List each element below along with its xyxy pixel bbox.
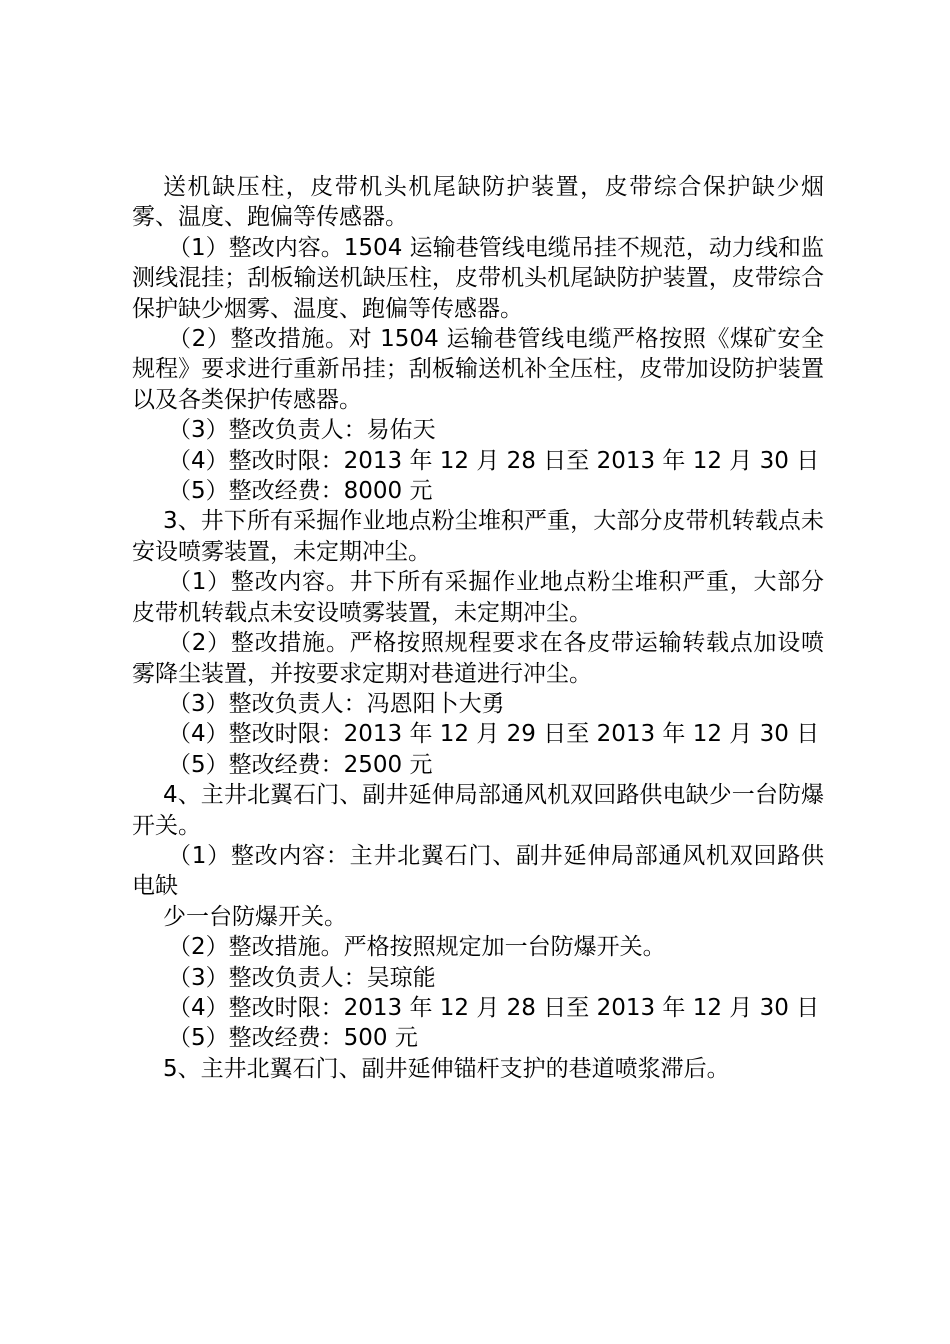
paragraph-item3-deadline: （4）整改时限：2013 年 12 月 29 日至 2013 年 12 月 30 日 bbox=[168, 721, 820, 748]
paragraph-item3-budget: （5）整改经费：2500 元 bbox=[168, 751, 433, 778]
paragraph-item2-budget: （5）整改经费：8000 元 bbox=[168, 478, 433, 505]
paragraph-item3-content: （1）整改内容。井下所有采掘作业地点粉尘堆积严重，大部分皮带机转载点未安设喷雾装置，未定期冲尘。 bbox=[132, 569, 824, 626]
paragraph-item2-content: （1）整改内容。1504 运输巷管线电缆吊挂不规范，动力线和监测线混挂；刮板输送机缺压柱，皮带机头机尾缺防护装置，皮带综合保护缺少烟雾、温度、跑偏等传感器。 bbox=[132, 234, 824, 322]
paragraph-issue-5: 5、主井北翼石门、副井延伸锚杆支护的巷道喷浆滞后。 bbox=[163, 1055, 730, 1082]
paragraph-item4-content-continued: 少一台防爆开关。 bbox=[163, 903, 347, 930]
paragraph-item2-measures: （2）整改措施。对 1504 运输巷管线电缆严格按照《煤矿安全规程》要求进行重新吊挂；刮板输送机补全压柱，皮带加设防护装置以及各类保护传感器。 bbox=[132, 326, 824, 413]
paragraph-item2-deadline: （4）整改时限：2013 年 12 月 28 日至 2013 年 12 月 30 日 bbox=[168, 447, 820, 474]
paragraph-item4-deadline: （4）整改时限：2013 年 12 月 28 日至 2013 年 12 月 30 日 bbox=[168, 994, 820, 1021]
paragraph-conveyor-issue-continuation: 送机缺压柱，皮带机头机尾缺防护装置，皮带综合保护缺少烟雾、温度、跑偏等传感器。 bbox=[132, 174, 824, 231]
paragraph-item4-measures: （2）整改措施。严格按照规定加一台防爆开关。 bbox=[168, 934, 666, 961]
paragraph-item3-measures: （2）整改措施。严格按照规程要求在各皮带运输转载点加设喷雾降尘装置，并按要求定期对巷道进行冲尘。 bbox=[132, 630, 824, 687]
paragraph-issue-4: 4、主井北翼石门、副井延伸局部通风机双回路供电缺少一台防爆开关。 bbox=[132, 782, 824, 839]
document-body bbox=[132, 172, 824, 1084]
paragraph-item3-responsible: （3）整改负责人：冯恩阳卜大勇 bbox=[168, 690, 505, 717]
paragraph-item4-content: （1）整改内容：主井北翼石门、副井延伸局部通风机双回路供电缺 bbox=[132, 842, 824, 900]
paragraph-item4-responsible: （3）整改负责人：吴琼能 bbox=[168, 964, 436, 991]
paragraph-issue-3: 3、井下所有采掘作业地点粉尘堆积严重，大部分皮带机转载点未安设喷雾装置，未定期冲尘。 bbox=[132, 508, 824, 565]
paragraph-item2-responsible: （3）整改负责人：易佑天 bbox=[168, 417, 436, 444]
paragraph-item4-budget: （5）整改经费：500 元 bbox=[168, 1025, 418, 1052]
